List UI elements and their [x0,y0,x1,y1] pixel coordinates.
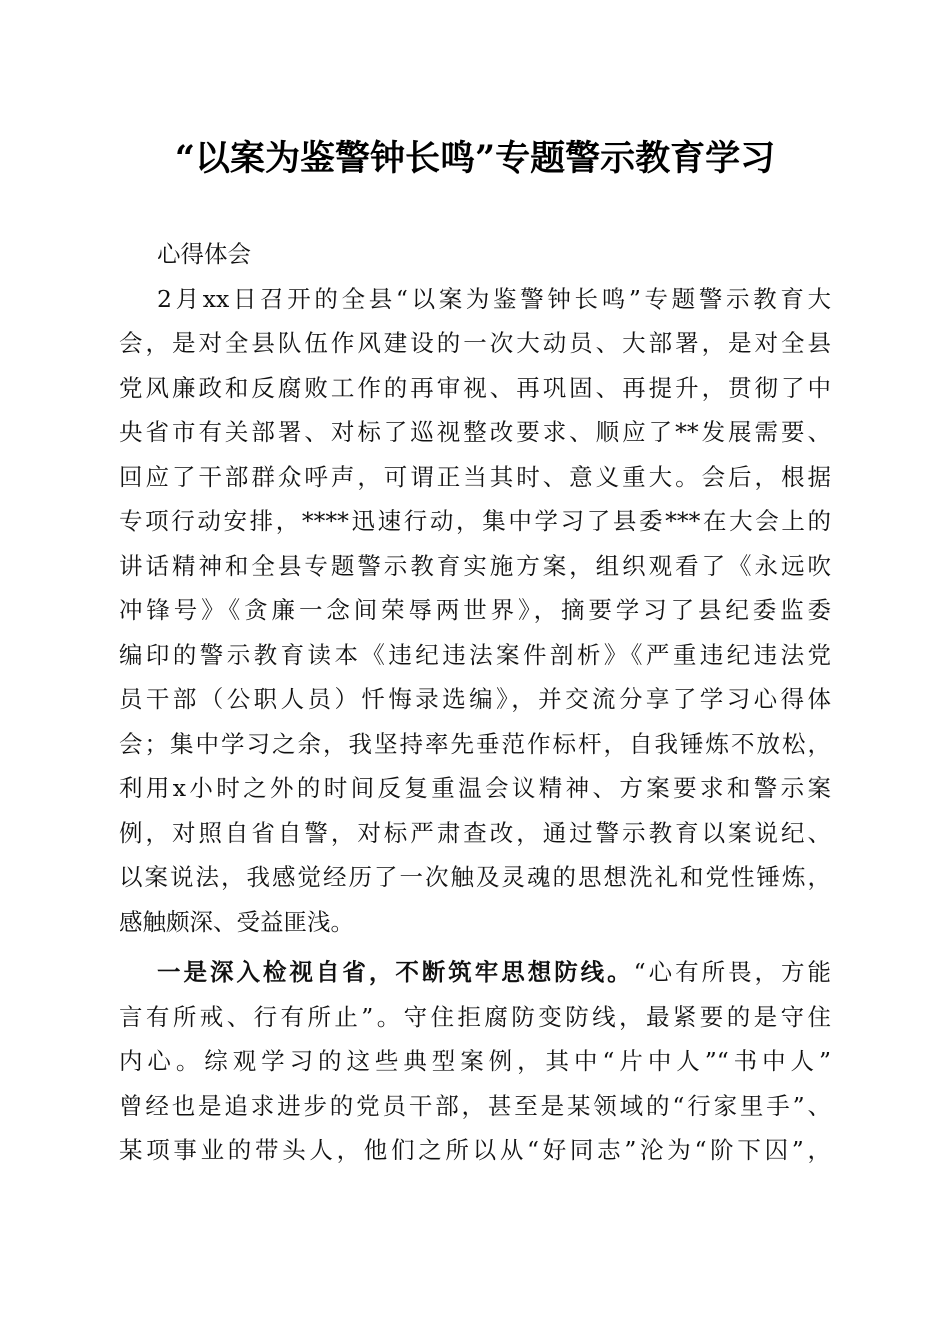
paragraph-line: 以案说法，我感觉经历了一次触及灵魂的思想洗礼和党性锤炼， [119,863,831,891]
paragraph-line: 会，是对全县队伍作风建设的一次大动员、大部署，是对全县 [119,329,831,357]
paragraph-line: 感触颇深、受益匪浅。 [119,907,354,936]
document-subtitle: 心得体会 [157,240,251,268]
paragraph-line: 编印的警示教育读本《违纪违法案件剖析》《严重违纪违法党 [119,640,831,669]
paragraph-line: 2月xx日召开的全县“以案为鉴警钟长鸣”专题警示教育大 [157,284,831,313]
paragraph-line: 专项行动安排，****迅速行动，集中学习了县委***在大会上的 [119,507,831,535]
paragraph-line [119,950,831,995]
document-title: “以案为鉴警钟长鸣”专题警示教育学习 [174,138,776,179]
paragraph-line: 内心。综观学习的这些典型案例，其中“片中人”“书中人” [119,1047,831,1075]
paragraph-line: 冲锋号》《贪廉一念间荣辱两世界》，摘要学习了县纪委监委 [119,596,831,624]
paragraph-line: 曾经也是追求进步的党员干部，甚至是某领域的“行家里手”、 [119,1091,831,1120]
paragraph-line: 言有所戒、行有所止”。守住拒腐防变防线，最紧要的是守住 [119,1002,831,1031]
document-body [119,232,831,1173]
paragraph-line: 某项事业的带头人，他们之所以从“好同志”沦为“阶下囚”， [119,1136,831,1164]
paragraph-line: 利用x小时之外的时间反复重温会议精神、方案要求和警示案 [119,774,831,802]
paragraph-text: “心有所畏，方能 [633,958,831,986]
paragraph-line: 员干部（公职人员）忏悔录选编》，并交流分享了学习心得体 [119,685,831,713]
paragraph-line: 讲话精神和全县专题警示教育实施方案，组织观看了《永远吹 [119,551,831,580]
section-heading: 一是深入检视自省，不断筑牢思想防线。 [157,958,634,986]
paragraph-line: 例，对照自省自警，对标严肃查改，通过警示教育以案说纪、 [119,818,831,847]
paragraph-line: 回应了干部群众呼声，可谓正当其时、意义重大。会后，根据 [119,462,831,491]
paragraph-line: 党风廉政和反腐败工作的再审视、再巩固、再提升，贯彻了中 [119,373,831,402]
paragraph-line: 会；集中学习之余，我坚持率先垂范作标杆，自我锤炼不放松， [119,729,831,758]
paragraph-line: 央省市有关部署、对标了巡视整改要求、顺应了**发展需要、 [119,418,831,446]
